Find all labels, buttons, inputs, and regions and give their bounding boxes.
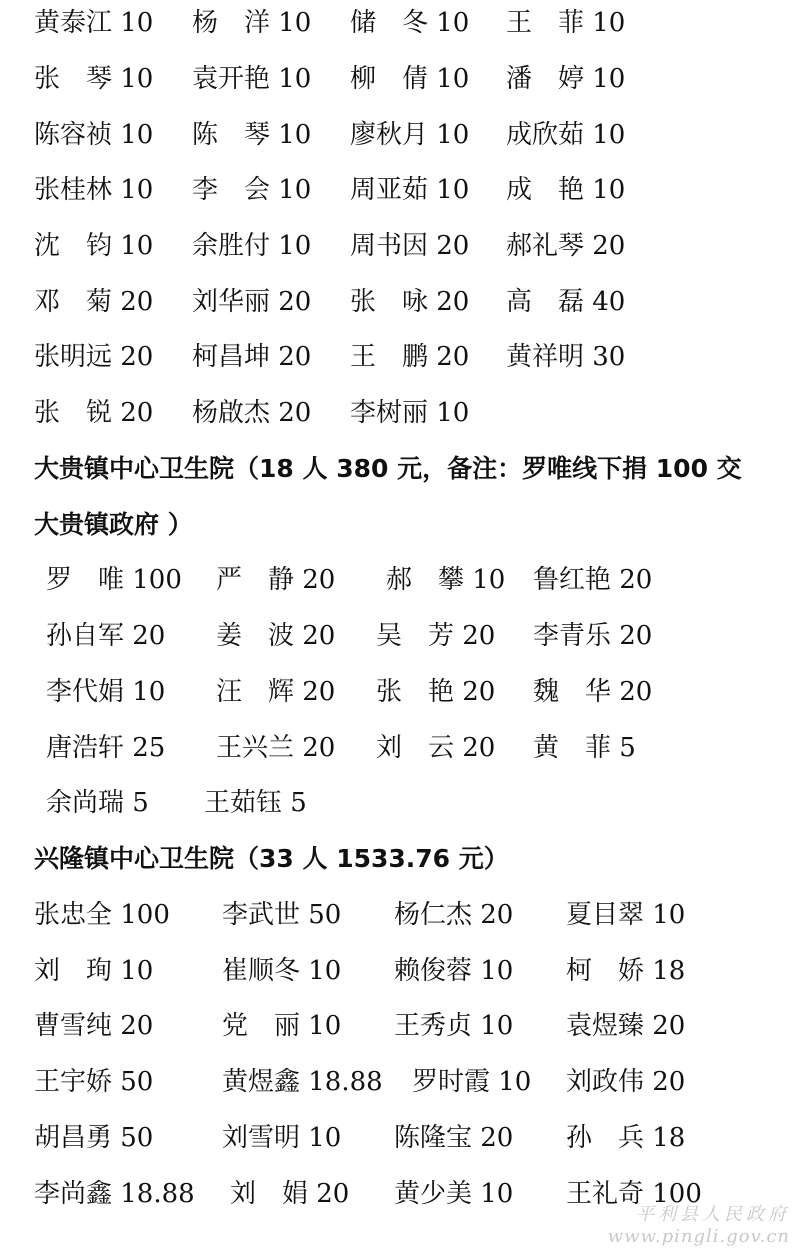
donor-entry: 王茹钰 5 xyxy=(204,788,307,818)
donor-entry: 郝 攀 10 xyxy=(386,565,506,595)
donor-entry: 刘华丽 20 xyxy=(192,287,312,317)
donor-entry: 王礼奇 100 xyxy=(566,1179,702,1209)
donor-entry: 柯 娇 18 xyxy=(566,956,686,986)
donor-row xyxy=(0,1118,800,1158)
donor-entry: 郝礼琴 20 xyxy=(506,231,626,261)
donor-row xyxy=(0,337,800,377)
donor-entry: 汪 辉 20 xyxy=(216,677,336,707)
donor-entry: 储 冬 10 xyxy=(350,8,470,38)
donor-entry: 党 丽 10 xyxy=(222,1011,342,1041)
donor-entry: 廖秋月 10 xyxy=(350,120,470,150)
donor-entry: 成 艳 10 xyxy=(506,175,626,205)
donor-row xyxy=(0,895,800,935)
donor-entry: 陈 琴 10 xyxy=(192,120,312,150)
donor-entry: 李青乐 20 xyxy=(533,621,653,651)
donor-entry: 刘 云 20 xyxy=(376,733,496,763)
donor-entry: 陈隆宝 20 xyxy=(394,1123,514,1153)
section-heading-dagui-continued: 大贵镇政府 ） xyxy=(34,510,193,539)
section-heading-xinglong: 兴隆镇中心卫生院（33 人 1533.76 元） xyxy=(34,844,509,873)
donor-entry: 高 磊 40 xyxy=(506,287,626,317)
donor-row xyxy=(0,1062,800,1102)
watermark-url: www.pingli.gov.cn xyxy=(607,1226,790,1247)
donor-entry: 张忠全 100 xyxy=(34,900,170,930)
donor-entry: 张 锐 20 xyxy=(34,398,154,428)
donor-row xyxy=(0,783,800,823)
donor-entry: 刘 珣 10 xyxy=(34,956,154,986)
donor-entry: 成欣茹 10 xyxy=(506,120,626,150)
donor-entry: 李尚鑫 18.88 xyxy=(34,1179,195,1209)
donor-entry: 鲁红艳 20 xyxy=(533,565,653,595)
donor-entry: 曹雪纯 20 xyxy=(34,1011,154,1041)
donor-entry: 黄煜鑫 18.88 xyxy=(222,1067,383,1097)
donor-entry: 孙 兵 18 xyxy=(566,1123,686,1153)
donor-entry: 张 琴 10 xyxy=(34,64,154,94)
donor-entry: 李树丽 10 xyxy=(350,398,470,428)
donor-entry: 杨啟杰 20 xyxy=(192,398,312,428)
donor-entry: 余胜付 10 xyxy=(192,231,312,261)
donor-entry: 李武世 50 xyxy=(222,900,342,930)
donor-entry: 严 静 20 xyxy=(216,565,336,595)
donor-row xyxy=(0,672,800,712)
donor-row xyxy=(0,226,800,266)
donor-entry: 李代娟 10 xyxy=(46,677,166,707)
donor-entry: 周书因 20 xyxy=(350,231,470,261)
donor-row xyxy=(0,282,800,322)
donor-entry: 刘 娟 20 xyxy=(230,1179,350,1209)
donor-row xyxy=(0,616,800,656)
donor-entry: 袁开艳 10 xyxy=(192,64,312,94)
donor-entry: 陈容祯 10 xyxy=(34,120,154,150)
donor-entry: 柯昌坤 20 xyxy=(192,342,312,372)
donor-entry: 唐浩轩 25 xyxy=(46,733,166,763)
donor-entry: 王秀贞 10 xyxy=(394,1011,514,1041)
donor-entry: 刘政伟 20 xyxy=(566,1067,686,1097)
donor-entry: 袁煜臻 20 xyxy=(566,1011,686,1041)
donor-entry: 王 鹏 20 xyxy=(350,342,470,372)
donor-entry: 王 菲 10 xyxy=(506,8,626,38)
donor-entry: 夏目翠 10 xyxy=(566,900,686,930)
donor-row xyxy=(0,3,800,43)
donor-row xyxy=(0,728,800,768)
donor-entry: 张明远 20 xyxy=(34,342,154,372)
watermark-site-name: 平利县人民政府 xyxy=(636,1204,790,1225)
donor-entry: 邓 菊 20 xyxy=(34,287,154,317)
donor-entry: 刘雪明 10 xyxy=(222,1123,342,1153)
donor-entry: 张 艳 20 xyxy=(376,677,496,707)
donor-entry: 胡昌勇 50 xyxy=(34,1123,154,1153)
donor-entry: 赖俊蓉 10 xyxy=(394,956,514,986)
donor-entry: 姜 波 20 xyxy=(216,621,336,651)
donor-entry: 王兴兰 20 xyxy=(216,733,336,763)
donor-entry: 杨仁杰 20 xyxy=(394,900,514,930)
donor-entry: 王宇娇 50 xyxy=(34,1067,154,1097)
donor-entry: 杨 洋 10 xyxy=(192,8,312,38)
donor-row xyxy=(0,1006,800,1046)
donor-entry: 崔顺冬 10 xyxy=(222,956,342,986)
donor-entry: 张 咏 20 xyxy=(350,287,470,317)
donor-row xyxy=(0,115,800,155)
donor-entry: 孙自军 20 xyxy=(46,621,166,651)
donor-entry: 黄 菲 5 xyxy=(533,733,636,763)
donor-entry: 罗 唯 100 xyxy=(46,565,182,595)
site-watermark xyxy=(608,1204,790,1248)
donor-entry: 吴 芳 20 xyxy=(376,621,496,651)
donor-entry: 沈 钧 10 xyxy=(34,231,154,261)
donor-entry: 柳 倩 10 xyxy=(350,64,470,94)
donor-row xyxy=(0,560,800,600)
donor-entry: 潘 婷 10 xyxy=(506,64,626,94)
donor-row xyxy=(0,393,800,433)
donor-entry: 周亚茹 10 xyxy=(350,175,470,205)
donor-entry: 张桂林 10 xyxy=(34,175,154,205)
donor-row xyxy=(0,951,800,991)
donor-entry: 黄泰江 10 xyxy=(34,8,154,38)
donor-row xyxy=(0,170,800,210)
donor-entry: 黄少美 10 xyxy=(394,1179,514,1209)
donor-entry: 黄祥明 30 xyxy=(506,342,626,372)
donor-entry: 罗时霞 10 xyxy=(412,1067,532,1097)
donor-entry: 余尚瑞 5 xyxy=(46,788,149,818)
section-heading-dagui: 大贵镇中心卫生院（18 人 380 元，备注：罗唯线下捐 100 交 xyxy=(34,454,742,483)
donor-row xyxy=(0,59,800,99)
donor-entry: 魏 华 20 xyxy=(533,677,653,707)
donor-entry: 李 会 10 xyxy=(192,175,312,205)
